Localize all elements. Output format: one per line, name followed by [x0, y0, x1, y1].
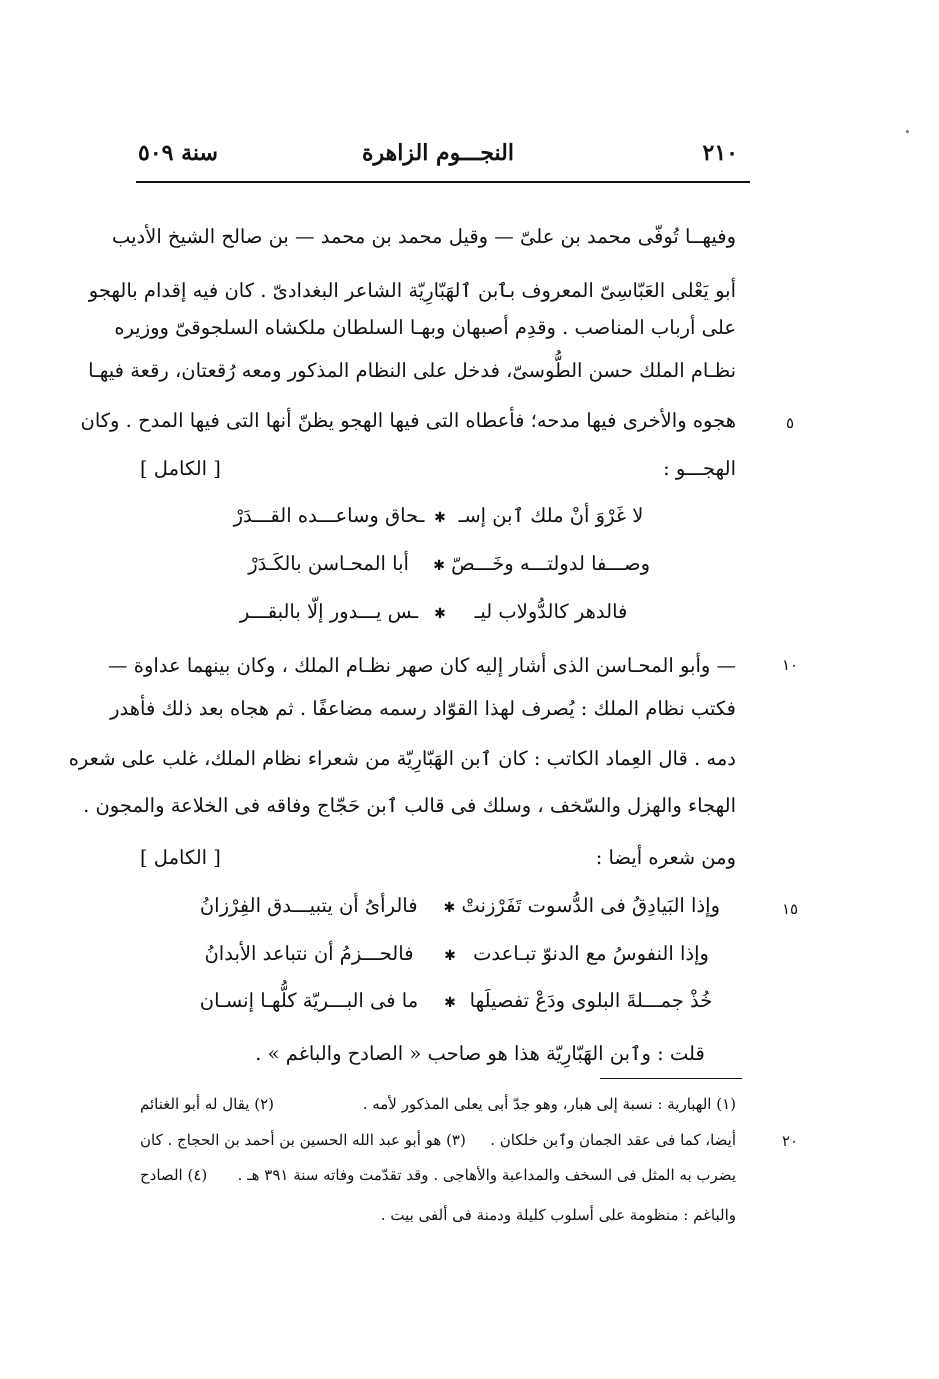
footnote-text: (٣) هو أبو عبد الله الحسين بن أحمد بن الحجاج . كان: [140, 1131, 466, 1149]
poem-verse: [180, 938, 720, 972]
verse-separator-star: ✱: [444, 948, 456, 964]
running-header: [138, 140, 738, 180]
verse-separator-star: ✱: [443, 900, 456, 916]
footnote-text: (٢) يقال له أبو الغنائم: [140, 1095, 275, 1113]
poem-verse: [230, 500, 650, 534]
footnote-text: أيضا، كما فى عقد الجمان وٱبن خلكان .: [490, 1131, 736, 1149]
closing-remark: قلت : وٱبن الهَبّارِيّة هذا هو صاحب « الصادح والباغم » .: [255, 1042, 705, 1065]
book-title: النجـــوم الزاهرة: [362, 140, 514, 166]
scan-speck: [906, 130, 909, 133]
footnote-text: (٤) الصادح: [140, 1166, 208, 1184]
meter-line: [140, 453, 736, 485]
line-number: ٢٠: [781, 1132, 799, 1150]
body-line: الهجاء والهزل والسّخف ، وسلك فى قالب ٱبن حَجّاج وفاقه فى الخلاعة والمجون .: [83, 794, 736, 817]
verse-first-hemistich: وإذا البَيادِقُ فى الدُّسوت تَفَرْزنتْ: [461, 894, 720, 917]
body-line: هجوه والأخرى فيها مدحه؛ فأعطاه التى فيها الهجو يظنّ أنها التى فيها المدح . وكان: [80, 409, 736, 432]
meter-name: [ الكامل ]: [140, 457, 221, 480]
poem-verse: [180, 985, 720, 1019]
meter-intro: الهجـــو :: [663, 457, 736, 480]
meter-line: [140, 842, 736, 874]
footnote-line: [140, 1128, 736, 1152]
verse-first-hemistich: لا غَرْوَ أنْ ملك ٱبن إسـ: [458, 504, 644, 527]
verse-second-hemistich: فالحـــزمُ أن نتباعد الأبدانُ: [204, 942, 414, 965]
poem-verse: [180, 890, 720, 924]
verse-separator-star: ✱: [444, 995, 456, 1011]
footnote-line: [140, 1092, 736, 1116]
meter-intro: ومن شعره أيضا :: [595, 846, 736, 869]
page-number: ٢١٠: [702, 140, 738, 166]
verse-separator-star: ✱: [434, 510, 446, 526]
verse-first-hemistich: وإذا النفوسُ مع الدنوّ تبـاعدت: [473, 942, 709, 965]
body-line: — وأبو المحـاسن الذى أشار إليه كان صهر نظـام الملك ، وكان بينهما عداوة —: [108, 654, 736, 677]
verse-separator-star: ✱: [433, 558, 446, 574]
verse-first-hemistich: خُذْ جمـــلةَ البلوى ودَعْ تفصيلَها: [469, 989, 713, 1012]
poem-verse: [230, 548, 650, 582]
verse-second-hemistich: أبا المحـاسن بالكَـدَرْ: [248, 552, 409, 575]
body-line: نظـام الملك حسن الطُّوسىّ، فدخل على النظام المذكور ومعه رُقعتان، رقعة فيهـا: [88, 359, 736, 382]
body-line: أبو يَعْلى العَبّاسِىّ المعروف بٱبن ٱلهَبّارِيّة الشاعر البغدادىّ . كان فيه إقدام بالهجو: [88, 279, 736, 302]
body-line: وفيهــا تُوفّى محمد بن علىّ — وقيل محمد بن محمد — بن صالح الشيخ الأديب: [111, 225, 736, 248]
verse-second-hemistich: ما فى البـــريّة كلُّهـا إنسـان: [199, 989, 419, 1012]
footnote-line: [140, 1163, 736, 1187]
poem-verse: [230, 596, 650, 630]
verse-second-hemistich: ـحاق وساعـــده القـــدَرْ: [233, 504, 425, 527]
verse-first-hemistich: فالدهر كالدُّولاب ليـ: [474, 600, 628, 623]
footnote-line: والباغم : منظومة على أسلوب كليلة ودمنة فى ألفى بيت .: [380, 1206, 736, 1224]
year-heading: سنة ٥٠٩: [138, 140, 218, 166]
footnote-text: يضرب به المثل فى السخف والمداعبة والأهاجى . وقد تقدّمت وفاته سنة ٣٩١ هـ .: [237, 1166, 736, 1184]
verse-second-hemistich: ـس يـــدور إلّا بالبقـــر: [239, 600, 419, 623]
body-line: فكتب نظام الملك : يُصرف لهذا القوّاد رسمه مضاعفًا . ثم هجاه بعد ذلك فأهدر: [110, 697, 736, 720]
line-number: ١٠: [781, 656, 799, 674]
meter-name: [ الكامل ]: [140, 846, 221, 869]
footnote-text: (١) الهبارية : نسبة إلى هبار، وهو جدّ أبى يعلى المذكور لأمه .: [362, 1095, 736, 1113]
line-number: ٥: [785, 414, 795, 432]
footnote-rule: [600, 1078, 742, 1079]
body-line: على أرباب المناصب . وقدِم أصبهان وبهـا السلطان ملكشاه السلجوقىّ ووزيره: [114, 316, 736, 339]
verse-first-hemistich: وصـــفا لدولتـــه وخَـــصّ: [451, 552, 650, 575]
header-rule: [136, 181, 750, 183]
verse-separator-star: ✱: [434, 606, 446, 622]
body-line: دمه . قال العِماد الكاتب : كان ٱبن الهَبّارِيّة من شعراء نظام الملك، غلب على شعره: [68, 747, 736, 770]
verse-second-hemistich: فالرأىُ أن يتبيـــدق الفِرْزانُ: [199, 894, 418, 917]
line-number: ١٥: [781, 900, 799, 918]
